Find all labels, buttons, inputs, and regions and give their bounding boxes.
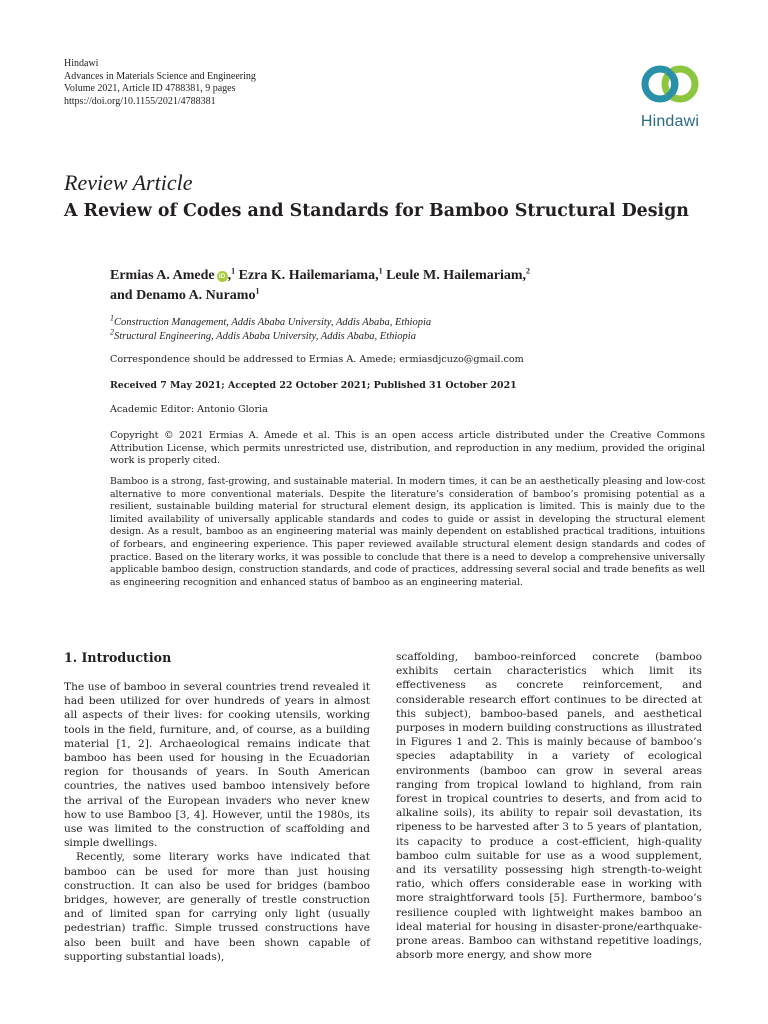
- publisher-name: Hindawi: [64, 58, 99, 69]
- author-affil-mark: 1: [231, 266, 236, 276]
- section-heading: 1. Introduction: [64, 650, 172, 665]
- logo-text: Hindawi: [640, 113, 700, 130]
- volume-info: Volume 2021, Article ID 4788381, 9 pages: [64, 83, 236, 94]
- publication-dates: Received 7 May 2021; Accepted 22 October 2021; Published 31 October 2021: [110, 380, 517, 391]
- author-name[interactable]: Ermias A. Amede: [110, 268, 215, 283]
- author-name[interactable]: Ezra K. Hailemariama,: [238, 268, 379, 283]
- doi-link[interactable]: https://doi.org/10.1155/2021/4788381: [64, 95, 216, 107]
- orcid-icon[interactable]: iD: [217, 271, 228, 282]
- article-type: Review Article: [64, 170, 193, 195]
- body-paragraph: The use of bamboo in several countries trend revealed it had been utilized for over hundreds of years in almost all aspects of their lives: for cooking utensils, working tools in the field, furniture, and, of course, as a building material [1, 2]. Archaeological remains indicate that bamboo has been used for housing in the Ecuadorian region for thousands of years. In South American countries, the natives used bamboo intensively before the arrival of the European invaders who never knew how to use Bamboo [3, 4]. However, until the 1980s, its use was limited to the construction of scaffolding and simple dwellings.: [64, 681, 370, 850]
- affiliations: [110, 313, 705, 343]
- author-affil-mark: 1: [255, 286, 260, 296]
- copyright-notice: Copyright © 2021 Ermias A. Amede et al. This is an open access article distributed under the Creative Commons Attribution License, which permits unrestricted use, distribution, and reproduction in any medium, provided the original work is properly cited.: [110, 430, 705, 467]
- affiliation-item: $^1$Construction Management, Addis Ababa University, Addis Ababa, Ethiopia: [110, 313, 432, 328]
- author-name[interactable]: Leule M. Hailemariam,: [386, 268, 527, 283]
- correspondence: Correspondence should be addressed to Ermias A. Amede; ermiasdjcuzo@gmail.com: [110, 354, 524, 365]
- hindawi-rings-icon: [638, 58, 702, 110]
- journal-name: Advances in Materials Science and Engineering: [64, 70, 256, 82]
- author-affil-mark: 2: [526, 266, 531, 276]
- author-list: Ermias A. Amede iD ,$^1$ Ezra K. Hailemariama,$^1$ Leule M. Hailemariam,$^2$ and Denamo A. Nuramo$^1$: [110, 266, 531, 303]
- article-title: A Review of Codes and Standards for Bamboo Structural Design: [64, 201, 689, 221]
- body-paragraph: Recently, some literary works have indicated that bamboo can be used for more than just housing construction. It can also be used for bridges (bamboo bridges, however, are generally of trestle construction and of limited span for carrying only light (usually pedestrian) traffic. Simple trussed constructions have also been built and have been shown capable of supporting substantial loads),: [64, 851, 370, 963]
- author-affil-mark: 1: [378, 266, 383, 276]
- journal-meta: [64, 58, 256, 108]
- affiliation-item: $^2$Structural Engineering, Addis Ababa University, Addis Ababa, Ethiopia: [110, 327, 416, 342]
- hindawi-logo: [630, 58, 710, 134]
- author-name[interactable]: and Denamo A. Nuramo: [110, 288, 256, 303]
- body-column-right: [396, 650, 702, 962]
- abstract: Bamboo is a strong, fast-growing, and sustainable material. In modern times, it can be an aesthetically pleasing and low-cost alternative to more conventional materials. Despite the literature’s consideration of bamboo’s promising potential as a resilient, sustainable building material for structural element design, its application is limited. This is mainly due to the limited availability of universally applicable standards and codes to guide or assist in developing the structural element design. As a result, bamboo as an engineering material was mainly dependent on established practical traditions, intuitions of forbears, and engineering experience. This paper reviewed available structural element design standards and codes of practice. Based on the literary works, it was possible to conclude that there is a need to develop a comprehensive universally applicable bamboo design, construction standards, and code of practices, addressing several social and trade benefits as well as engineering recognition and enhanced status of bamboo as an engineering material.: [110, 476, 705, 588]
- academic-editor: Academic Editor: Antonio Gloria: [110, 404, 268, 415]
- body-paragraph: scaffolding, bamboo-reinforced concrete (bamboo exhibits certain characteristics which limit its effectiveness as concrete reinforcement, and considerable research effort continues to be directed at this subject), bamboo-based panels, and aesthetical purposes in modern building constructions as illustrated in Figures 1 and 2. This is mainly because of bamboo’s species adaptability in a variety of ecological environments (bamboo can grow in several areas ranging from tropical lowland to highland, from rain forest in tropical countries to deserts, and from acid to alkaline soils), its ability to repair soil devastation, its ripeness to be harvested after 3 to 5 years of plantation, its capacity to produce a cost-efficient, high-quality bamboo culm suitable for use as a wood supplement, and its versatility possessing high strength-to-weight ratio, which offers considerable ease in working with more straightforward tools [5]. Furthermore, bamboo’s resilience coupled with lightweight makes bamboo an ideal material for housing in disaster-prone/earthquake-prone areas. Bamboo can withstand repetitive loadings, absorb more energy, and show more: [396, 651, 702, 962]
- body-column-left: [64, 650, 370, 964]
